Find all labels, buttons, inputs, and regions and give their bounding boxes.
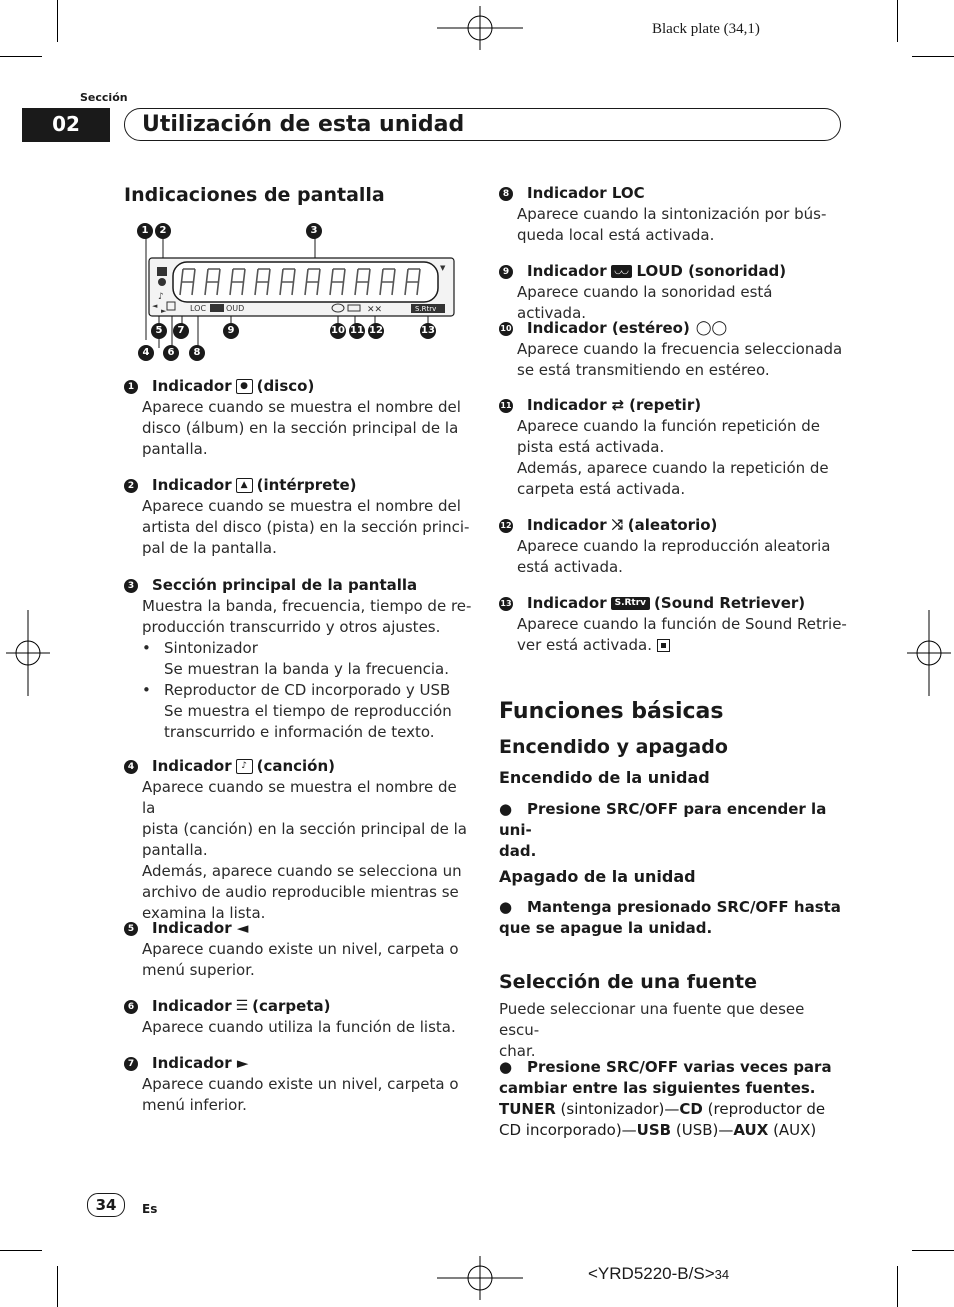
item-6: [124, 996, 474, 1038]
item-title-suffix: (repetir): [629, 396, 702, 414]
item-7: [124, 1053, 474, 1116]
sound-retriever-icon: S.Rtrv: [611, 597, 650, 610]
item-title: Indicador: [527, 262, 607, 280]
text-line: menú inferior.: [142, 1096, 247, 1114]
registration-mark-icon: [907, 610, 951, 696]
diagram-callout: 13: [420, 323, 436, 339]
text-line: pista está activada.: [517, 438, 665, 456]
item-title: Indicador (estéreo): [527, 319, 690, 337]
crop-mark: [897, 0, 898, 42]
text-line: Aparece cuando la función de Sound Retrie-: [517, 615, 847, 633]
text-line: char.: [499, 1042, 536, 1060]
bullet-text: Se muestra el tiempo de reproducción: [164, 702, 452, 720]
diagram-callout: 8: [189, 345, 205, 361]
step-seleccion: [499, 1057, 844, 1141]
end-mark-icon: [657, 639, 670, 652]
text-line: Aparece cuando la frecuencia seleccionada: [517, 340, 843, 358]
subheading-apagado-unidad: Apagado de la unidad: [499, 867, 696, 886]
registration-mark-icon: [437, 6, 523, 50]
diagram-callout: 4: [138, 345, 154, 361]
random-icon: ⤨: [611, 517, 623, 533]
section-label: Sección: [80, 91, 128, 104]
artist-icon: ▲: [236, 478, 253, 493]
text-line: ver está activada.: [517, 636, 652, 654]
text-line: Aparece cuando la función repetición de: [517, 417, 820, 435]
text-line: producción transcurrido y otros ajustes.: [142, 618, 441, 636]
item-title: Indicador ►: [152, 1054, 249, 1072]
crop-mark: [0, 1250, 42, 1251]
crop-mark: [57, 0, 58, 42]
source-desc: (USB)—: [675, 1121, 734, 1139]
heading-funciones: Funciones básicas: [499, 699, 724, 724]
item-10: [499, 318, 844, 381]
step-bullet-icon: ●: [499, 1058, 513, 1076]
text-line: Muestra la banda, frecuencia, tiempo de re-: [142, 597, 472, 615]
text-line: menú superior.: [142, 961, 255, 979]
text-line: examina la lista.: [142, 904, 266, 922]
stereo-icon: ◯◯: [695, 320, 728, 336]
item-title-suffix: (aleatorio): [627, 516, 718, 534]
item-13: [499, 593, 849, 656]
bullet-icon: •: [142, 639, 151, 657]
item-number: 10: [499, 322, 513, 336]
heading-encendido: Encendido y apagado: [499, 736, 728, 758]
svg-text:♪: ♪: [158, 292, 164, 302]
svg-text:►: ►: [161, 307, 167, 315]
source-desc: CD incorporado)—: [499, 1121, 637, 1139]
diagram-callout: 5: [151, 323, 167, 339]
step-bullet-icon: ●: [499, 800, 513, 818]
model-label: [588, 1264, 729, 1284]
display-diagram: [135, 220, 465, 365]
diagram-callout: 10: [330, 323, 346, 339]
item-title: Sección principal de la pantalla: [152, 576, 418, 594]
svg-text:OUD: OUD: [226, 304, 245, 313]
text-line: pista (canción) en la sección principal de la: [142, 820, 467, 838]
item-3: [124, 575, 474, 743]
item-9: [499, 261, 844, 324]
source-desc: (reproductor de: [707, 1100, 826, 1118]
source-usb: USB: [636, 1121, 672, 1139]
bullet-title: Sintonizador: [164, 639, 258, 657]
step-text: dad.: [499, 842, 537, 860]
diagram-callout: 6: [163, 345, 179, 361]
item-number: 13: [499, 597, 513, 611]
item-title-suffix: (carpeta): [252, 997, 331, 1015]
crop-mark: [912, 1250, 954, 1251]
step-apagado: [499, 897, 844, 939]
item-number: 2: [124, 479, 138, 493]
item-title: Indicador: [527, 594, 607, 612]
repeat-icon: ⇄: [611, 396, 625, 414]
plate-label: Black plate (34,1): [652, 21, 760, 37]
item-number: 3: [124, 579, 138, 593]
item-11: [499, 395, 844, 500]
step-encendido: [499, 799, 844, 862]
diagram-callout: 3: [306, 223, 322, 239]
source-desc: (sintonizador)—: [560, 1100, 680, 1118]
lcd-display: [135, 220, 465, 365]
step-text: cambiar entre las siguientes fuentes.: [499, 1079, 816, 1097]
item-1: [124, 376, 474, 460]
step-text: Presione SRC/OFF varias veces para: [527, 1058, 832, 1076]
text-line: disco (álbum) en la sección principal de la: [142, 419, 459, 437]
diagram-callout: 1: [137, 223, 153, 239]
item-number: 12: [499, 519, 513, 533]
registration-mark-icon: [437, 1256, 523, 1300]
diagram-callout: 9: [223, 323, 239, 339]
loud-icon: ◡◡: [611, 265, 633, 278]
item-12: [499, 515, 844, 578]
diagram-callout: 11: [349, 323, 365, 339]
item-title: Indicador ◄: [152, 919, 249, 937]
svg-text:S.Rtrv: S.Rtrv: [415, 305, 437, 313]
source-aux: AUX: [733, 1121, 769, 1139]
item-number: 7: [124, 1057, 138, 1071]
section-title: Utilización de esta unidad: [142, 112, 465, 137]
item-title-suffix: (Sound Retriever): [654, 594, 806, 612]
model-page: 34: [714, 1267, 730, 1282]
music-note-icon: ♪: [236, 759, 253, 774]
language-label: Es: [142, 1202, 158, 1216]
step-bullet-icon: ●: [499, 898, 513, 916]
folder-list-icon: ☰: [235, 998, 249, 1014]
item-5: [124, 918, 474, 981]
item-number: 5: [124, 922, 138, 936]
text-line: Aparece cuando se muestra el nombre de la: [142, 778, 457, 817]
text-line: queda local está activada.: [517, 226, 715, 244]
item-title-suffix: (canción): [256, 757, 336, 775]
text-line: Aparece cuando la sonoridad está activada.: [517, 283, 773, 322]
bullet-text: transcurrido e información de texto.: [164, 723, 435, 741]
text-line: pantalla.: [142, 440, 208, 458]
step-text: Presione SRC/OFF para encender la uni-: [499, 800, 827, 839]
subheading-encendido-unidad: Encendido de la unidad: [499, 768, 710, 787]
disc-icon: ●: [236, 379, 253, 394]
item-title: Indicador: [152, 377, 232, 395]
item-title: Indicador: [152, 757, 232, 775]
item-number: 1: [124, 380, 138, 394]
diagram-callout: 7: [173, 323, 189, 339]
text-line: está activada.: [517, 558, 623, 576]
step-text: Mantenga presionado SRC/OFF hasta: [527, 898, 841, 916]
text-line: carpeta está activada.: [517, 480, 686, 498]
text-line: artista del disco (pista) en la sección princi-: [142, 518, 470, 536]
crop-mark: [0, 56, 42, 57]
text-line: pal de la pantalla.: [142, 539, 277, 557]
text-line: pantalla.: [142, 841, 208, 859]
text-line: Aparece cuando se muestra el nombre del: [142, 398, 461, 416]
bullet-icon: •: [142, 681, 151, 699]
heading-seleccion: Selección de una fuente: [499, 971, 757, 993]
text-line: Aparece cuando se muestra el nombre del: [142, 497, 461, 515]
item-title: Indicador: [152, 997, 232, 1015]
item-title: Indicador: [527, 396, 607, 414]
text-line: Además, aparece cuando se selecciona un: [142, 862, 462, 880]
item-title: Indicador LOC: [527, 184, 645, 202]
bullet-text: Se muestran la banda y la frecuencia.: [164, 660, 450, 678]
model-code: <YRD5220-B/S>: [588, 1264, 715, 1283]
item-title-suffix: LOUD (sonoridad): [636, 262, 787, 280]
page-number: 34: [87, 1193, 125, 1217]
text-line: Aparece cuando la reproducción aleatoria: [517, 537, 831, 555]
crop-mark: [912, 56, 954, 57]
bullet-title: Reproductor de CD incorporado y USB: [164, 681, 451, 699]
item-4: [124, 756, 474, 924]
item-title: Indicador: [152, 476, 232, 494]
seleccion-intro: [499, 999, 844, 1062]
registration-mark-icon: [6, 610, 50, 696]
section-number: 02: [22, 108, 110, 142]
text-line: Además, aparece cuando la repetición de: [517, 459, 829, 477]
step-text: que se apague la unidad.: [499, 919, 713, 937]
text-line: archivo de audio reproducible mientras se: [142, 883, 459, 901]
source-tuner: TUNER: [499, 1100, 556, 1118]
item-number: 4: [124, 760, 138, 774]
diagram-callout: 2: [155, 223, 171, 239]
text-line: Puede seleccionar una fuente que desee escu-: [499, 1000, 805, 1039]
source-cd: CD: [679, 1100, 703, 1118]
source-desc: (AUX): [773, 1121, 817, 1139]
text-line: se está transmitiendo en estéreo.: [517, 361, 770, 379]
crop-mark: [57, 1266, 58, 1307]
item-title: Indicador: [527, 516, 607, 534]
crop-mark: [897, 1266, 898, 1307]
svg-text:✕✕: ✕✕: [367, 305, 383, 315]
svg-text:◄: ◄: [152, 302, 158, 310]
text-line: Aparece cuando existe un nivel, carpeta o: [142, 1075, 459, 1093]
item-title-suffix: (intérprete): [256, 476, 357, 494]
loc-indicator: LOC: [190, 304, 207, 313]
item-number: 9: [499, 265, 513, 279]
item-title-suffix: (disco): [256, 377, 315, 395]
text-line: Aparece cuando la sintonización por bús-: [517, 205, 827, 223]
item-2: [124, 475, 474, 559]
item-number: 6: [124, 1000, 138, 1014]
text-line: Aparece cuando utiliza la función de lista.: [142, 1018, 456, 1036]
item-number: 8: [499, 187, 513, 201]
svg-text:▼: ▼: [440, 264, 446, 272]
item-number: 11: [499, 399, 513, 413]
heading-indicaciones: Indicaciones de pantalla: [124, 184, 385, 206]
text-line: Aparece cuando existe un nivel, carpeta o: [142, 940, 459, 958]
diagram-callout: 12: [368, 323, 384, 339]
item-8: [499, 183, 844, 246]
